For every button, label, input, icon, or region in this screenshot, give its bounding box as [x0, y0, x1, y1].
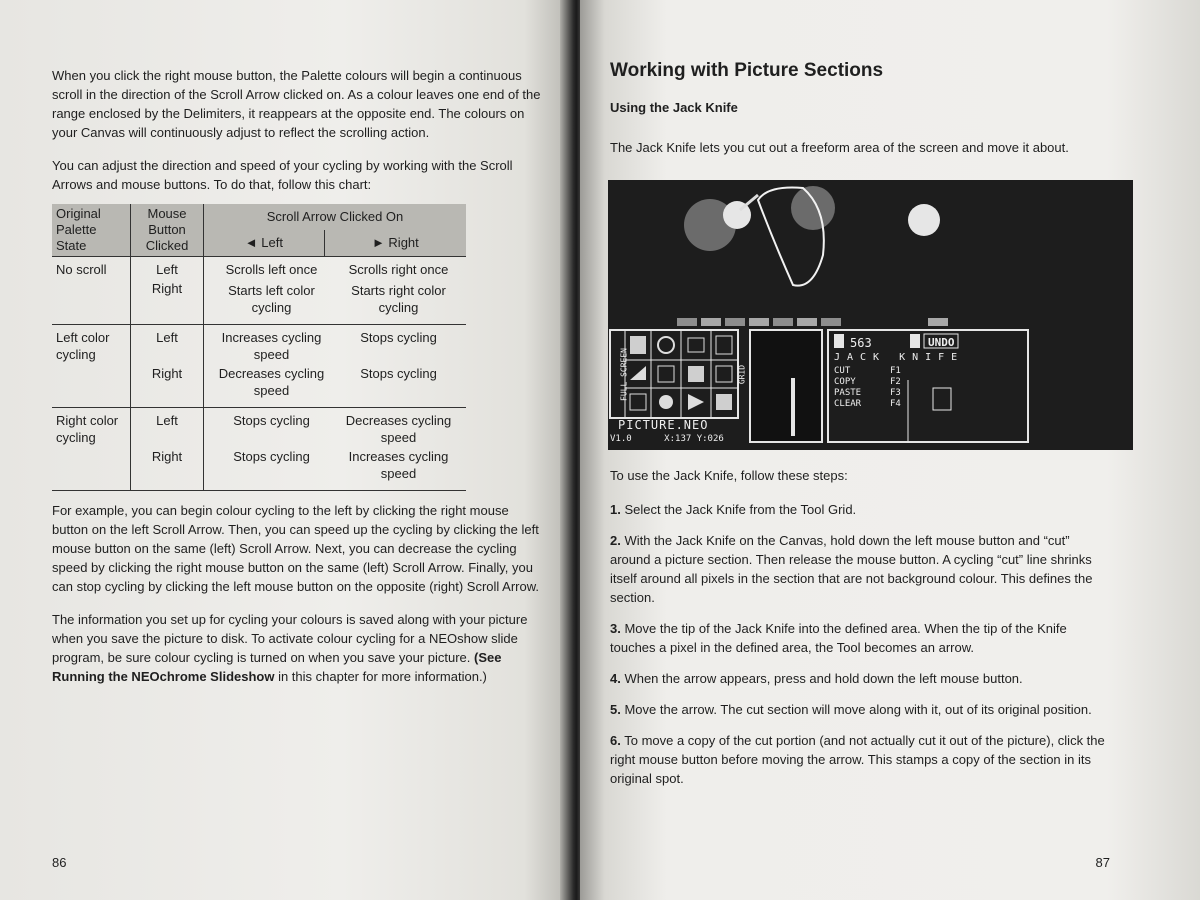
neochrome-screenshot [608, 180, 1133, 450]
header-scroll-arrow: Scroll Arrow Clicked On [204, 204, 467, 230]
button-cell: Left [156, 330, 178, 345]
filename-label: PICTURE.NEO [618, 418, 709, 432]
menu-item-clear[interactable]: CLEAR [834, 399, 862, 409]
page-number-left: 86 [52, 855, 67, 870]
step-5: 5. Move the arrow. The cut section will move along with it, out of its original position. [610, 702, 1092, 717]
result-cell: Increases cycling speed [348, 449, 449, 481]
counter-readout: 563 [850, 336, 872, 350]
function-keys [890, 366, 901, 410]
state-cell: Left color cycling [52, 325, 131, 408]
header-original-state: Original Palette State [52, 204, 131, 257]
step-3: 3. Move the tip of the Jack Knife into the defined area. When the tip of the Knife touches a pixel in the defined area, the Tool becomes an arrow. [610, 621, 1067, 655]
button-cell: Right [151, 366, 183, 381]
step-1: 1. Select the Jack Knife from the Tool Grid. [610, 502, 857, 517]
key-label: F1 [890, 366, 901, 376]
paragraph-adjust: You can adjust the direction and speed of your cycling by working with the Scroll Arrows and mouse buttons. To do that, follow this chart: [52, 158, 513, 192]
key-label: F3 [890, 388, 901, 398]
key-label: F2 [890, 377, 901, 387]
cycling-chart [52, 204, 466, 491]
undo-button[interactable]: UNDO [928, 336, 955, 349]
group-no-scroll [52, 257, 466, 325]
button-cell: Right [151, 449, 183, 464]
subsection-title: Using the Jack Knife [610, 100, 738, 115]
key-label: F4 [890, 399, 901, 409]
state-cell: Right color cycling [52, 408, 131, 491]
full-screen-button[interactable]: FULL SCREEN [619, 348, 629, 401]
header-left-arrow: ◄ Left [204, 230, 325, 257]
steps-intro: To use the Jack Knife, follow these steps: [610, 468, 848, 483]
result-cell: Stops cycling [233, 413, 310, 428]
cut-copy-menu [834, 366, 861, 410]
right-page [580, 0, 1200, 900]
menu-item-paste[interactable]: PASTE [834, 388, 862, 398]
button-cell: Left [156, 262, 178, 277]
result-cell: Stops cycling [360, 330, 437, 345]
grid-button[interactable]: GRID [737, 364, 747, 385]
state-cell: No scroll [52, 257, 131, 325]
menu-item-cut[interactable]: CUT [834, 366, 851, 376]
steps-list [610, 500, 1105, 788]
header-right-arrow: ► Right [324, 230, 466, 257]
chart-header [52, 204, 466, 230]
result-cell: Increases cycling speed [221, 330, 322, 362]
result-cell: Starts left color cycling [228, 283, 315, 315]
result-cell: Scrolls left once [225, 262, 318, 277]
result-cell: Stops cycling [360, 366, 437, 381]
paragraph-save-info: The information you set up for cycling your colours is saved along with your picture when you save the picture to disk. To activate colour cycling for a NEOshow slide program, be sure colour cycling is turned on when you save your picture. (See Running the NEOchrome Slideshow in this chapter for more information.) [52, 612, 528, 684]
intro-paragraph: The Jack Knife lets you cut out a freeform area of the screen and move it about. [610, 140, 1069, 155]
header-mouse-button: Mouse Button Clicked [131, 204, 204, 257]
step-4: 4. When the arrow appears, press and hold down the left mouse button. [610, 671, 1023, 686]
tool-name-label: JACK KNIFE [834, 352, 965, 363]
palette-bar [677, 318, 948, 326]
button-cell: Right [151, 281, 183, 296]
group-left-cycling [52, 325, 466, 408]
section-title: Working with Picture Sections [610, 60, 884, 81]
left-page [0, 0, 570, 900]
menu-item-copy[interactable]: COPY [834, 377, 856, 387]
page-number-right: 87 [1095, 855, 1110, 870]
canvas-art [608, 180, 1133, 450]
result-cell: Decreases cycling speed [345, 413, 452, 445]
step-6: 6. To move a copy of the cut portion (and not actually cut it out of the picture), click the right mouse button before moving the arrow. This stamps a copy of the section in its original spot. [610, 733, 1105, 786]
result-cell: Decreases cycling speed [218, 366, 325, 398]
palette-panel [750, 330, 822, 442]
button-cell: Left [156, 413, 178, 428]
group-right-cycling [52, 408, 466, 491]
result-cell: Scrolls right once [348, 262, 449, 277]
paragraph-scroll: When you click the right mouse button, the Palette colours will begin a continuous scroll in the direction of the Scroll Arrow clicked on. As a colour leaves one end of the range enclosed by the Delimiters, it reappears at the opposite end. The colours on your Canvas will continuously adjust to reflect the scrolling action. [52, 68, 541, 140]
step-2: 2. With the Jack Knife on the Canvas, hold down the left mouse button and “cut” around a picture section. Then release the mouse button. A cycling “cut” line shrinks itself around all pixels in the section that are not background colour. This defines the section. [610, 533, 1093, 605]
result-cell: Stops cycling [233, 449, 310, 464]
paragraph-example: For example, you can begin colour cycling to the left by clicking the right mouse button on the left Scroll Arrow. Then, you can speed up the cycling by clicking the left mouse button on the same (left) Scroll Arrow. Next, you can decrease the cycling speed by clicking the right mouse button on the same (left) Scroll Arrow. Finally, you can stop cycling by clicking the left mouse button on the opposite (right) Scroll Arrow. [52, 503, 540, 594]
result-cell: Starts right color cycling [351, 283, 446, 315]
status-readout: V1.0 X:137 Y:026 [610, 434, 724, 444]
